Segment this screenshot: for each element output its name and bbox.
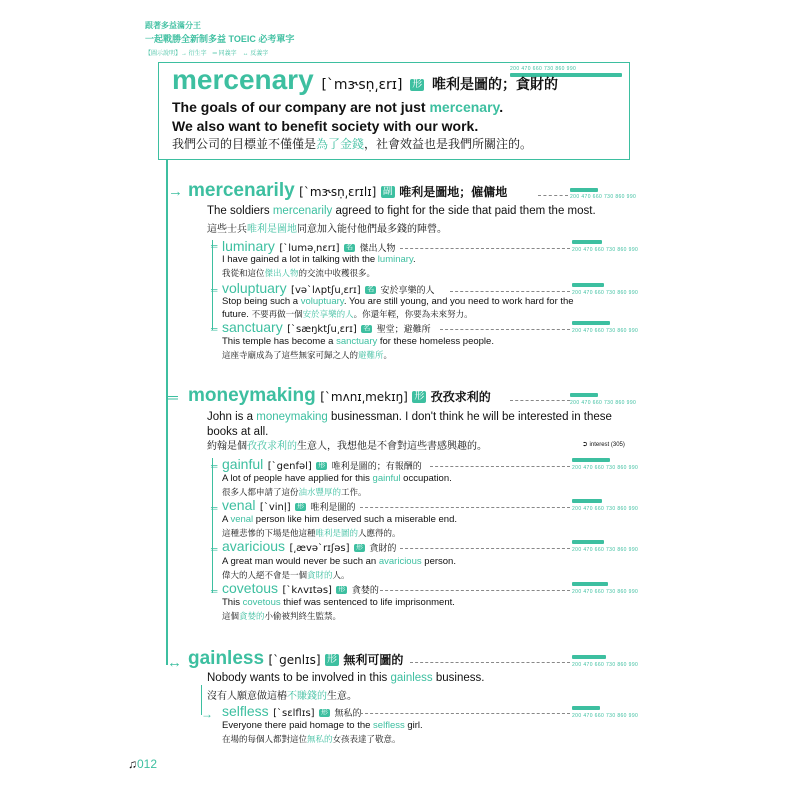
arrow-circle-icon: ➲ — [582, 441, 588, 448]
main-example-en: The goals of our company are not just mercenary. We also want to benefit society with our work. — [172, 99, 504, 134]
pos-badge: 形 — [412, 79, 423, 90]
arrow-icon: → — [168, 183, 183, 200]
entry-luminary: luminary [`lumə͵nɛrɪ] 名 傑出人物 — [222, 238, 396, 254]
entry-sanctuary: sanctuary [`sæŋktʃu͵ɛrɪ] 名 聖堂；避難所 — [222, 319, 431, 335]
music-note-icon: ♫ — [128, 757, 137, 771]
antonym-icon: ↔ — [167, 654, 182, 671]
entry-avaricious: avaricious [͵ævə`rɪʃəs] 形 貪財的 — [222, 538, 397, 554]
example-zh: 這些士兵唯利是圖地同意加入能付他們最多錢的陣營。 — [207, 224, 447, 235]
entry-mercenarily: mercenarily [`mɝsṇ͵ɛrɪlɪ] 副 唯利是圖地；僱傭地 — [188, 180, 508, 201]
entry-gainful: gainful [`genfəl] 形 唯利是圖的；有報酬的 — [222, 456, 422, 472]
cross-reference-link[interactable]: ➲ interest (305) — [582, 441, 625, 448]
example-en: The soldiers mercenarily agreed to fight for the side that paid them the most. — [207, 205, 596, 217]
synonym-icon: ═ — [211, 241, 218, 251]
entry-covetous: covetous [`kʌvɪtəs] 形 貪婪的 — [222, 580, 379, 596]
main-word: mercenary [`mɝsṇ͵ɛrɪ] 形 唯利是圖的；貪財的 — [172, 64, 559, 95]
main-example-zh: 我們公司的目標並不僅僅是為了金錢，社會效益也是我們所關注的。 — [172, 137, 533, 151]
entry-voluptuary: voluptuary [və`lʌptʃu͵ɛrɪ] 名 安於享樂的人 — [222, 280, 435, 296]
series-title: 跟著多益滿分王 — [145, 21, 201, 30]
level-scale: 200 470 660 730 860 990 — [510, 66, 577, 72]
entry-gainless: gainless [`genlɪs] 形 無利可圖的 — [188, 648, 404, 669]
icon-legend: 【圖示說明】→ 衍生字 ═ 同義字 ↔ 反義字 — [145, 51, 269, 57]
entry-selfless: selfless [`sɛlflɪs] 形 無私的 — [222, 703, 362, 719]
book-title: 一起戰勝全新制多益 TOEIC 必考單字 — [145, 34, 295, 44]
tree-line-main — [166, 160, 168, 665]
page-number: ♫012 — [128, 757, 158, 771]
entry-venal: venal [`vinḷ] 形 唯利是圖的 — [222, 497, 356, 513]
entry-moneymaking: moneymaking [`mʌnɪ͵mekɪŋ] 形 孜孜求利的 — [188, 385, 491, 406]
